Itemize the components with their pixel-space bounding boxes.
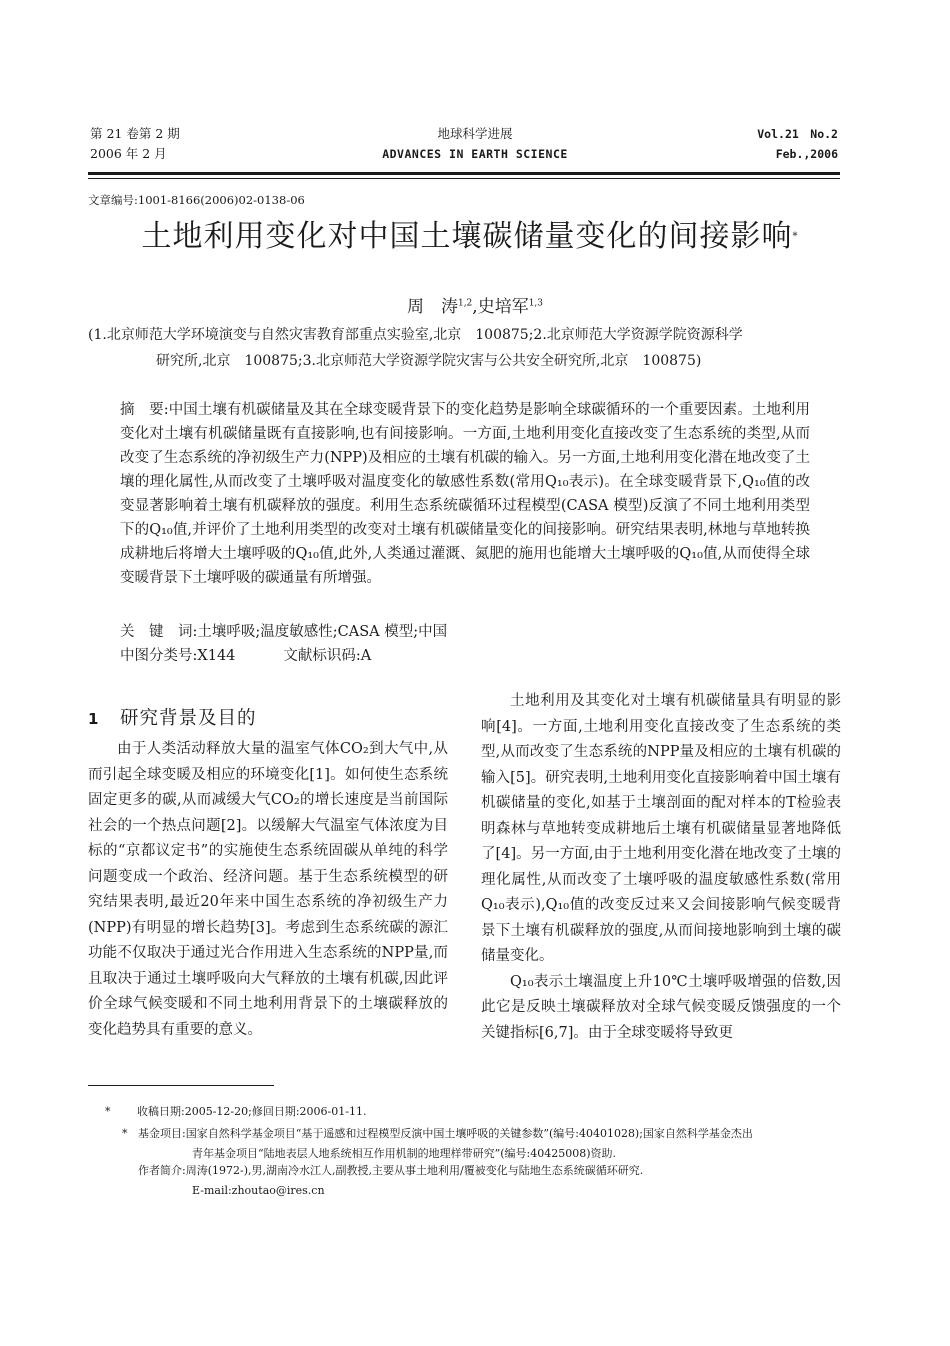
paragraph: 由于人类活动释放大量的温室气体CO₂到大气中,从而引起全球变暖及相应的环境变化[1]。如何使生态系统固定更多的碳,从而减缓大气CO₂的增长速度是当前国际社会的一个热点问题[2]。以缓解大气温室气体浓度为目标的“京都议定书”的实施使生态系统固碳从单纯的科学问题变成一个政治、经济问题。基于生态系统模型的研究结果表明,最近20年来中国生态系统的净初级生产力(NPP)有明显的增长趋势[3]。考虑到生态系统碳的源汇功能不仅取决于通过光合作用进入生态系统的NPP量,而且取决于通过土壤呼吸向大气释放的土壤有机碳,因此评价全球气候变暖和不同土地利用背景下的土壤碳释放的变化趋势具有重要的意义。	[88, 741, 448, 1038]
authors	[200, 292, 750, 317]
footnote-author	[138, 1161, 838, 1200]
header-rule-thick	[88, 172, 840, 175]
footnote-mark: *	[122, 1127, 128, 1140]
header-rule-thin	[88, 178, 840, 179]
vol-no: Vol.21 No.2	[757, 127, 838, 141]
journal-issue-info	[90, 124, 180, 164]
paper-title-text: 土地利用变化对中国土壤碳储量变化的间接影响	[141, 219, 793, 254]
journal-name-cn: 地球科学进展	[437, 126, 513, 141]
keywords-text: 土壤呼吸;温度敏感性;CASA 模型;中国	[197, 624, 448, 640]
author-intro: 作者简介:周涛(1972-),男,湖南冷水江人,副教授,主要从事土地利用/覆被变化与陆地生态系统碳循环研究.	[138, 1164, 644, 1177]
abstract-label: 摘 要:	[120, 402, 169, 418]
author-affil-mark: 1,3	[528, 298, 544, 309]
author-separator: ,	[472, 297, 478, 317]
journal-name-en: ADVANCES IN EARTH SCIENCE	[382, 147, 568, 161]
paragraph: 土地利用及其变化对土壤有机碳储量具有明显的影响[4]。一方面,土地利用变化直接改变了生态系统的类型,从而改变了生态系统的NPP量及相应的土壤有机碳的输入[5]。研究表明,土地利用变化直接影响着中国土壤有机碳储量的变化,如基于土壤剖面的配对样本的T检验表明森林与草地转变成耕地后土壤有机碳储量显著地降低了[4]。另一方面,由于土地利用变化潜在地改变了土壤的理化属性,从而改变了土壤呼吸的温度敏感性系数(常用Q₁₀表示),Q₁₀值的改变反过来又会间接影响气候变暖背景下土壤有机碳释放的强度,从而间接地影响到土壤的碳储量变化。	[481, 693, 841, 964]
doc-code-label: 文献标识码:	[283, 648, 361, 664]
funding-line: 青年基金项目“陆地表层人地系统相互作用机制的地理样带研究”(编号:40425008)资助.	[192, 1146, 617, 1160]
footnote-funding	[122, 1124, 844, 1163]
journal-name	[300, 124, 650, 164]
volume-issue: 第 21 卷第 2 期	[90, 126, 180, 141]
footnote-received	[105, 1102, 845, 1122]
clc-value: X144	[197, 648, 236, 664]
doc-code-value: A	[360, 648, 372, 664]
month-year: Feb.,2006	[775, 147, 838, 161]
affiliation-line: 研究所,北京 100875;3.北京师范大学资源学院灾害与公共安全研究所,北京 100875)	[156, 353, 702, 369]
journal-vol-info	[700, 124, 838, 164]
section-number: 1	[88, 710, 100, 728]
footnote-mark: *	[105, 1105, 111, 1118]
author-name: 史培军	[477, 297, 529, 317]
clc-label: 中图分类号:	[120, 648, 198, 664]
author-email: E-mail:zhoutao@ires.cn	[192, 1183, 325, 1197]
right-column	[481, 689, 841, 1046]
author-affil-mark: 1,2	[457, 298, 473, 309]
abstract	[120, 398, 810, 590]
paper-title	[70, 213, 870, 261]
funding-line: 基金项目:国家自然科学基金项目“基于遥感和过程模型反演中国土壤呼吸的关键参数”(编号:40401028);国家自然科学基金杰出	[138, 1127, 753, 1140]
affiliations	[88, 322, 848, 374]
keywords-block	[120, 620, 810, 668]
footnote-rule	[88, 1085, 274, 1086]
author-name: 周 涛	[406, 297, 458, 317]
abstract-text: 中国土壤有机碳储量及其在全球变暖背景下的变化趋势是影响全球碳循环的一个重要因素。土地利用变化对土壤有机碳储量既有直接影响,也有间接影响。一方面,土地利用变化直接改变了生态系统的类型,从而改变了生态系统的净初级生产力(NPP)及相应的土壤有机碳的输入。另一方面,土地利用变化潜在地改变了土壤的理化属性,从而改变了土壤呼吸对温度变化的敏感性系数(常用Q₁₀表示)。在全球变暖背景下,Q₁₀值的改变显著影响着土壤有机碳释放的强度。利用生态系统碳循环过程模型(CASA 模型)反演了不同土地利用类型下的Q₁₀值,并评价了土地利用类型的改变对土壤有机碳储量变化的间接影响。研究结果表明,林地与草地转换成耕地后将增大土壤呼吸的Q₁₀值,此外,人类通过灌溉、氮肥的施用也能增大土壤呼吸的Q₁₀值,从而使得全球变暖背景下土壤呼吸的碳通量有所增强。	[120, 402, 810, 586]
keywords-label: 关 键 词:	[120, 624, 198, 640]
title-footnote-mark: *	[792, 231, 799, 242]
left-column	[88, 737, 448, 1043]
issue-date: 2006 年 2 月	[90, 146, 167, 161]
paragraph: Q₁₀表示土壤温度上升10℃土壤呼吸增强的倍数,因此它是反映土壤碳释放对全球气候变暖反馈强度的一个关键指标[6,7]。由于全球变暖将导致更	[481, 973, 841, 1041]
section-title: 研究背景及目的	[120, 708, 257, 729]
affiliation-line: (1.北京师范大学环境演变与自然灾害教育部重点实验室,北京 100875;2.北京师范大学资源学院资源科学	[88, 327, 743, 343]
article-number: 文章编号:1001-8166(2006)02-0138-06	[88, 193, 305, 207]
received-dates: 收稿日期:2005-12-20;修回日期:2006-01-11.	[137, 1105, 367, 1118]
section-heading	[88, 704, 257, 730]
